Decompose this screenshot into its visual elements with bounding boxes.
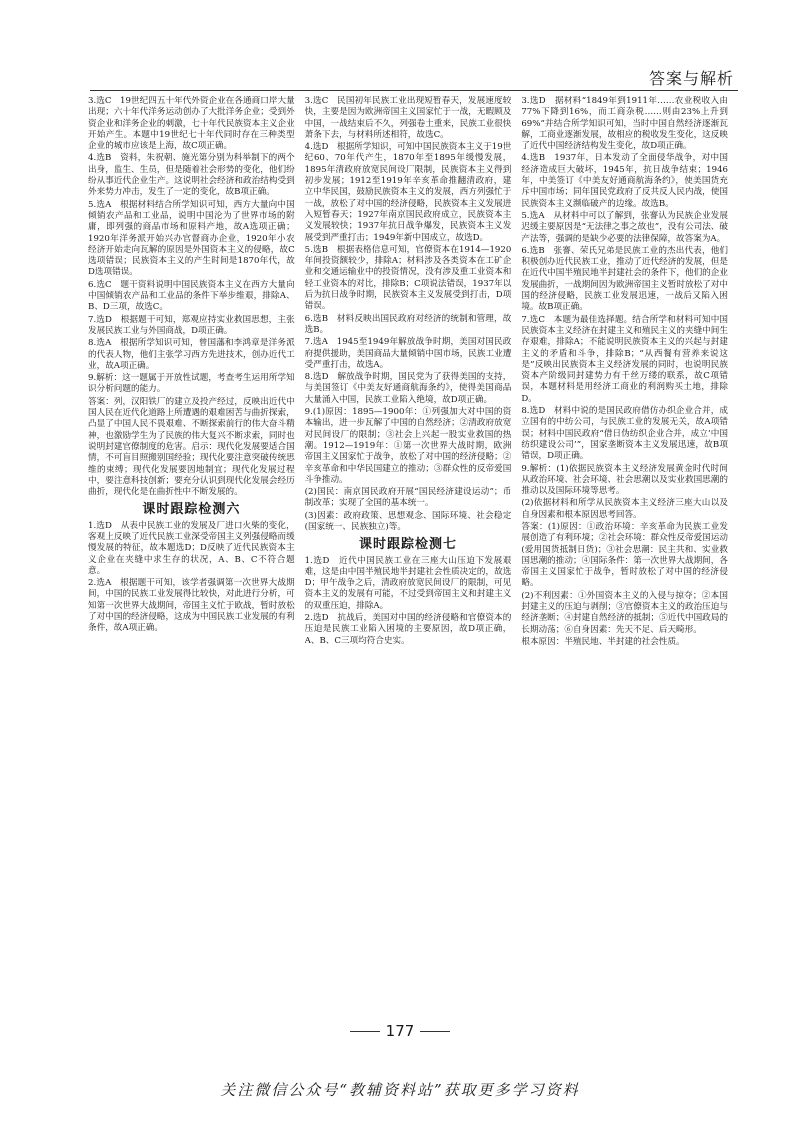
- answer-item: 6.选B 张謇、荣氏兄弟是民族工业的杰出代表，他们积极创办近代民族工业，推动了近代经济的发展，但是在近代中国半殖民地半封建社会的条件下，他们的企业发展曲折，一战期间因为欧洲帝国主义暂时放松了对中国的经济侵略，民族工业发展迅速，一战后又陷入困境。故B项正确。: [521, 245, 729, 313]
- section-title: 课时跟踪检测七: [359, 537, 458, 553]
- column-right: [521, 96, 728, 1021]
- divider: [420, 1031, 450, 1032]
- answer-item: 7.选D 根据题干可知，郑观应持实业救国思想，主张发展民族工业与外国商战，D项正确。: [88, 314, 295, 336]
- answer-item: 2.选A 根据题干可知，该学者强调第一次世界大战期间，中国的民族工业发展得比较快，对此进行分析，可知第一次世界大战期间，帝国主义忙于欧战，暂时放松了对中国的经济侵略，这成为中国民族工业发展的有利条件，故A项正确。: [88, 578, 295, 634]
- answer-item: 4.选B 资料，朱祝朝、施光第分别为科举制下的两个出身，监生、生员，但是随着社会形势的变化，他们纷纷从事近代企业生产。这说明社会经济和政治结构受到外来势力冲击，发生了一定的变化，故B项正确。: [88, 153, 295, 198]
- header-title: 答案与解析: [648, 69, 734, 88]
- answer-item: 5.选A 根据材料结合所学知识可知，西方大量向中国倾销农产品和工业品，说明中国沦为了世界市场的附庸，即列强的商品市场和原料产地，故A选项正确；1920年洋务派开始兴办官督商办企业，1920年小农经济开始走向瓦解的原因是外国资本主义的侵略，故C选项错误；民族资本主义的产生时间是1870年代，故D选项错误。: [88, 199, 295, 278]
- answer-item: 4.选D 根据所学知识，可知中国民族资本主义于19世纪60、70年代产生，1870年至1895年缓慢发展，1895年清政府放宽民间设厂限制，民族资本主义得到初步发展；1912至1919年辛亥革命推翻清政府，建立中华民国，鼓励民族资本主义的发展，西方列强忙于一战，放松了对中国的经济侵略，民族资本主义发展进入短暂春天；1927年南京国民政府成立，民族资本主义发展较快；1937年抗日战争爆发，民族资本主义发展受到严重打击；1949年新中国成立，故选D。: [304, 142, 512, 243]
- page-number-row: [0, 1022, 800, 1040]
- answer-item: (2)国民：南京国民政府开展“国民经济建设运动”；币制改革；实现了全国的基本统一。: [304, 487, 512, 509]
- answer-item: (3)因素：政府政策、思想观念、国际环境、社会稳定(国家统一、民族独立)等。: [304, 510, 512, 532]
- answer-item: 9.(1)原因：1895—1900年：①列强加大对中国的资本输出，进一步瓦解了中国的自然经济；②清政府放宽对民间设厂的限制；③社会上兴起一股实业救国的热潮。1912—1919年：①第一次世界大战时期，欧洲帝国主义国家忙于战争，放松了对中国的经济侵略；②辛亥革命和中华民国建立的推动；③群众性的反帝爱国斗争推动。: [304, 407, 512, 485]
- answer-item: 2.选D 抗战后，美国对中国的经济侵略和官僚资本的压迫是民族工业陷入困境的主要原因，故D项正确，A、B、C三项均符合史实。: [304, 613, 512, 646]
- answer-item: 8.选D 解放战争时期，国民党为了获得美国的支持，与美国签订《中美友好通商航海条约》，使得美国商品大量涌入中国，民族工业陷入绝境，故D项正确。: [304, 372, 512, 405]
- answer-item: 9.解析：这一题属于开放性试题，考查考生运用所学知识分析问题的能力。: [88, 373, 295, 395]
- page-header: [90, 64, 738, 91]
- answer-item: 8.选A 根据所学知识可知，曾国藩和李鸿章是洋务派的代表人物，他们主张学习西方先进技术，创办近代工业，故A项正确。: [88, 338, 295, 371]
- answer-item: (2)依据材料和所学从民族资本主义经济三座大山以及自身因素和根本原因思考回答。: [521, 498, 729, 520]
- answer-item: 7.选C 本题为最佳选择题。结合所学和材料可知中国民族资本主义经济在封建主义和殖民主义的夹缝中间生存艰难，排除A；不能说明民族资本主义的兴起与封建主义的矛盾和斗争，排除B；“从西餐有营养来说这是”反映出民族资本主义经济发展的同时，也说明民族资本产阶级同封建势力有千丝万缕的联系，故C项错误，本题材料是用经济工商业的利润购买土地，排除D。: [521, 314, 729, 404]
- column-left: [88, 96, 295, 1021]
- answer-item: 根本原因：半殖民地、半封建的社会性质。: [521, 636, 685, 647]
- footer-note: 关注微信公众号“教辅资料站”获取更多学习资料: [220, 1081, 580, 1099]
- answer-item: 4.选B 1937年，日本发动了全面侵华战争，对中国经济造成巨大破坏，1945年，抗日战争结束；1946年，中美签订《中美友好通商航海条约》，使美国货充斥中国市场；同年国民党政府了反共反人民内战，使国民族资本主义濒临破产的边缘。故选B。: [521, 153, 729, 209]
- page-number: 177: [385, 1022, 415, 1040]
- divider: [350, 1031, 380, 1032]
- answer-item: 8.选D 材料中说的是国民政府借仿办织企业合并，成立国有的中纺公司，与民族工业的发展无关，故A项错误；材料中国民政府“借日伪纺织企业合并，成立‘中国纺织建设公司’”，国家垄断资本主义发展迅速，故B项错误，D项正确。: [521, 406, 729, 462]
- answer-item: 1.选D 从表中民族工业的发展及厂进口火柴的变化，客观上反映了近代民族工业深受帝国主义列强侵略而缓慢发展的特征，故本题选D；D反映了近代民族资本主义企业在夹缝中求生存的状况，A、B、C不符合题意。: [88, 520, 295, 576]
- answer-item: 9.解析：(1)依据民族资本主义经济发展黄金时代时间从政治环境、社会环境、社会思潮以及实业救国思潮的推动以及国际环境等思考。: [521, 463, 729, 497]
- answer-item: 3.选C 19世纪四五十年代外资企业在各通商口岸大量出现；六十年代洋务运动创办了大批洋务企业；受到外资企业和洋务企业的刺激，七十年代民族资本主义企业开始产生。本题中19世纪七十年代同时存在三种类型企业的城市应该是上海，故C项正确。: [88, 96, 295, 152]
- column-middle: [305, 96, 512, 1021]
- answer-item: 1.选D 近代中国民族工业在三座大山压迫下发展艰难，这是由中国半殖民地半封建社会性质决定的，故选D；甲午战争之后，清政府放宽民间设厂的限制，可见资本主义的发展有可能，不过受到帝国主义和封建主义的双重压迫，排除A。: [304, 555, 512, 611]
- answer-item: (2)不利因素：①外国资本主义的入侵与掠夺；②本国封建主义的压迫与剥削；③官僚资本主义的政治压迫与经济垄断；④封建自然经济的抵制；⑤近代中国政局的长期动荡；⑥自身因素：先天不足、后天畸形。: [521, 590, 729, 635]
- answer-item: 3.选D 据材料“1849年到1911年……农业税收入由77%下降到16%，而工商杂税……则由23%上升到69%”并结合所学知识可知，当时中国自然经济逐渐瓦解，工商业逐渐发展，故相应的税收发生变化，这反映了近代中国经济结构发生变化，故D项正确。: [521, 96, 729, 152]
- answer-columns: [88, 96, 728, 1021]
- answer-item: 7.选A 1945至1949年解放战争时期，美国对国民政府提供援助，美国商品大量倾销中国市场，民族工业遭受严重打击，故选A。: [304, 337, 512, 370]
- answer-item: 5.选B 根据表格信息可知，官僚资本在1914—1920年间投资额较少，排除A；材料涉及各类资本在工矿企业和交通运输业中的投资情况，没有涉及重工业资本和轻工业资本的对比，排除B；C项说法错误，1937年以后为抗日战争时期，民族资本主义发展受到打击，D项错误。: [304, 244, 512, 312]
- answer-item: 5.选A 从材料中可以了解到，张謇认为民族企业发展迟缓主要原因是“无法律之事之故也”，没有公司法、破产法等，强调的是缺少必要的法律保障，故答案为A。: [521, 210, 729, 244]
- section-title: 课时跟踪检测六: [142, 502, 241, 518]
- answer-item: 答案：列，汉阳铁厂的建立及投产经过，反映出近代中国人民在近代化道路上所遭遇的艰难困苦与曲折探索，凸显了中国人民不畏艰难、不断探索前行的伟大奋斗精神，也激励学生为了民族的伟大复兴不断求索，同时也说明封建官僚制度的危害。启示：现代化发展要适合国情，不可盲目照搬别国经验；现代化要注意突破传统思维的束缚；现代化发展要因地制宜；现代化发展过程中，要注意科技创新；要充分认识到现代化发展会经历曲折，现代化是在曲折性中不断发展的。: [88, 396, 295, 498]
- answer-item: 答案：(1)原因：①政治环境：辛亥革命为民族工业发展创造了有利环境；②社会环境：群众性反帝爱国运动(爱用国货抵制日货)；③社会思潮：民主共和、实业救国思潮的推动；④国际条件：第一次世界大战期间，各帝国主义国家忙于战争，暂时放松了对中国的经济侵略。: [521, 521, 729, 589]
- answer-item: 6.选B 材料反映出国民政府对经济的统制和管理，故选B。: [304, 313, 512, 335]
- answer-item: 3.选C 民国初年民族工业出现短暂春天，发展速度较快，主要是因为欧洲帝国主义国家忙于一战，无暇顾及中国，一战结束后不久，列强卷土重来，民族工业很快萧条下去，与材料所述相符，故选C。: [304, 96, 512, 140]
- answer-item: 6.选C 题干资料说明中国民族资本主义在西方大量向中国倾销农产品和工业品的条件下举步维艰，排除A、B、D三项，故选C。: [88, 279, 295, 313]
